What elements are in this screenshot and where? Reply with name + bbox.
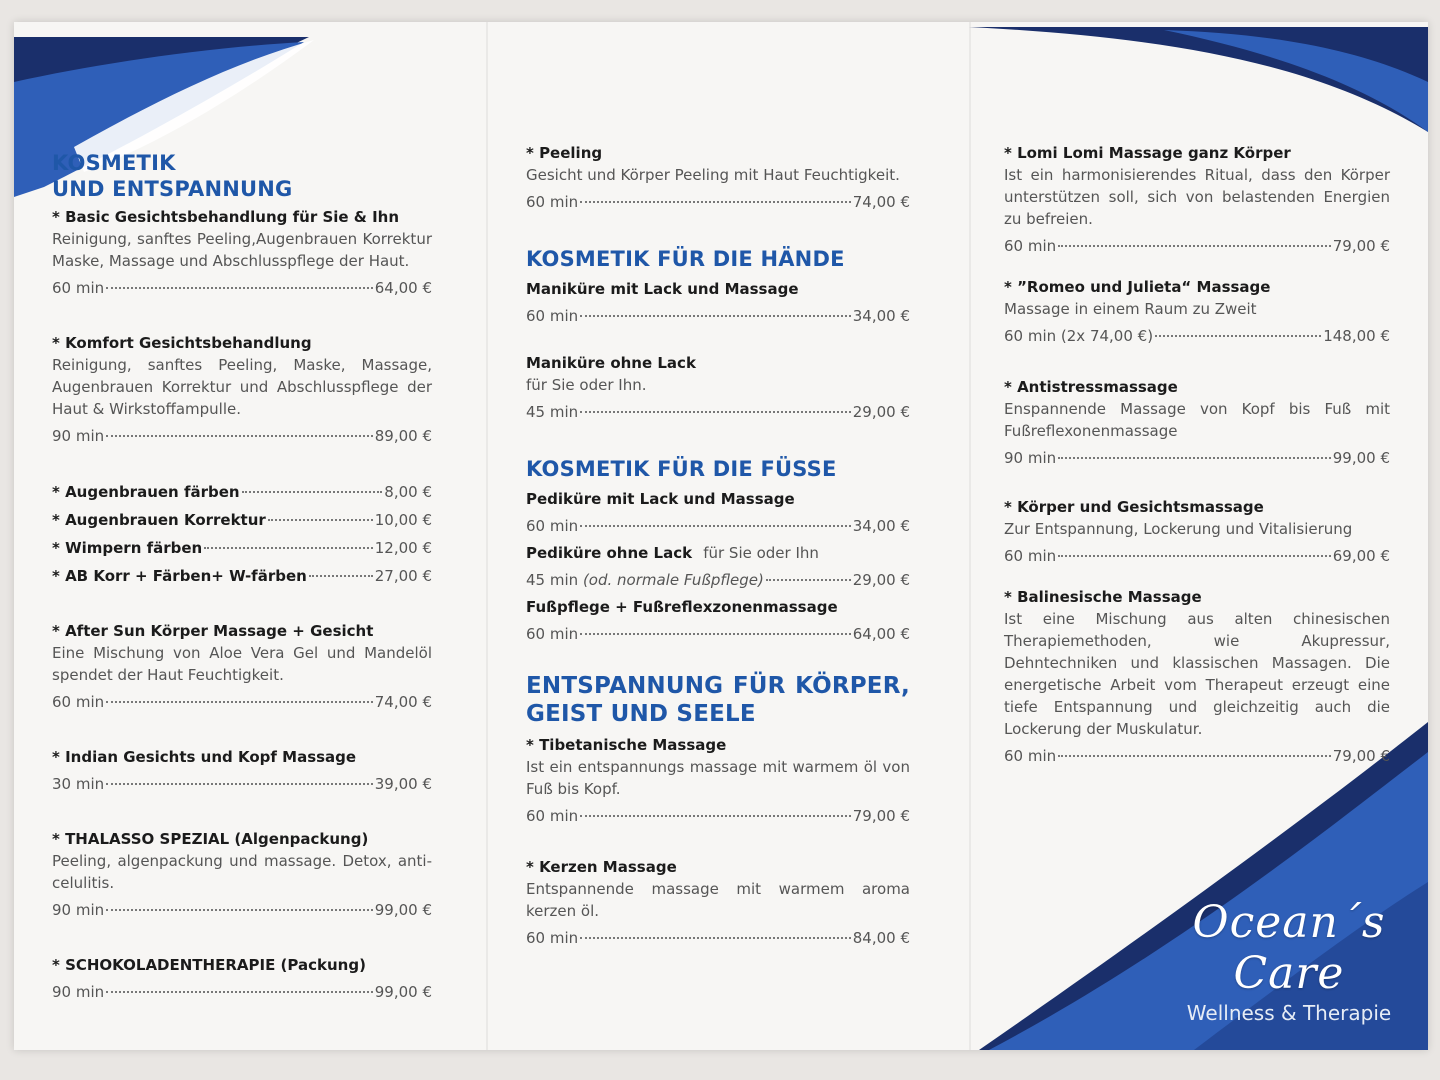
service-duration: 60 min bbox=[526, 625, 579, 643]
price-line bbox=[526, 568, 910, 592]
service-price: 99,00 € bbox=[1332, 449, 1390, 467]
price-line bbox=[52, 980, 432, 1004]
service-price: 34,00 € bbox=[852, 307, 910, 325]
section-heading-kosmetik bbox=[52, 150, 432, 202]
service-title: * Tibetanische Massage bbox=[526, 736, 727, 754]
service-price: 79,00 € bbox=[1332, 237, 1390, 255]
service-title: Maniküre mit Lack und Massage bbox=[526, 280, 799, 298]
service-description: Gesicht und Körper Peeling mit Haut Feuchtigkeit. bbox=[526, 166, 900, 184]
dotted-leader bbox=[1155, 335, 1321, 337]
brand-name: Ocean´s Care bbox=[1192, 897, 1386, 999]
dotted-leader bbox=[1058, 245, 1331, 247]
service-item bbox=[1004, 586, 1390, 768]
service-price: 29,00 € bbox=[852, 571, 910, 589]
service-item bbox=[52, 620, 432, 714]
service-title: * Balinesische Massage bbox=[1004, 588, 1202, 606]
dotted-leader bbox=[1058, 457, 1331, 459]
service-price: 79,00 € bbox=[852, 807, 910, 825]
service-duration: 90 min bbox=[52, 901, 105, 919]
service-title: * After Sun Körper Massage + Gesicht bbox=[52, 622, 374, 640]
price-line bbox=[1004, 544, 1390, 568]
service-note: (od. normale Fußpflege) bbox=[582, 571, 764, 589]
service-price: 39,00 € bbox=[374, 775, 432, 793]
service-title: * Augenbrauen färben bbox=[52, 483, 240, 501]
price-line bbox=[1004, 446, 1390, 470]
heading-line: UND ENTSPANNUNG bbox=[52, 177, 293, 201]
section-heading-entspannung: GEIST UND SEELE bbox=[526, 701, 756, 727]
service-item bbox=[1004, 496, 1390, 568]
dotted-leader bbox=[242, 491, 383, 493]
dotted-leader bbox=[106, 991, 373, 993]
service-title: Maniküre ohne Lack bbox=[526, 354, 696, 372]
service-duration: 60 min bbox=[526, 517, 579, 535]
service-description: Zur Entspannung, Lockerung und Vitalisierung bbox=[1004, 520, 1353, 538]
service-price: 89,00 € bbox=[374, 427, 432, 445]
price-line bbox=[52, 480, 432, 504]
service-item bbox=[526, 142, 910, 214]
service-item bbox=[526, 352, 910, 424]
dotted-leader bbox=[580, 937, 851, 939]
dotted-leader bbox=[106, 783, 373, 785]
dotted-leader bbox=[1058, 755, 1331, 757]
service-duration: 90 min bbox=[52, 983, 105, 1001]
service-price: 148,00 € bbox=[1323, 327, 1390, 345]
price-line bbox=[52, 424, 432, 448]
service-duration: 60 min bbox=[1004, 237, 1057, 255]
heading-line: KOSMETIK bbox=[52, 151, 176, 175]
service-duration: 90 min bbox=[1004, 449, 1057, 467]
service-title: Fußpflege + Fußreflexzonenmassage bbox=[526, 598, 838, 616]
service-item bbox=[1004, 376, 1390, 470]
service-price: 34,00 € bbox=[852, 517, 910, 535]
price-line bbox=[52, 508, 432, 532]
dotted-leader bbox=[106, 435, 373, 437]
section-heading-entspannung: ENTSPANNUNG FÜR KÖRPER, bbox=[526, 673, 910, 699]
service-title: * Peeling bbox=[526, 144, 603, 162]
fuesse-list bbox=[526, 488, 910, 646]
service-title: Pediküre ohne Lack bbox=[526, 544, 693, 562]
price-line bbox=[526, 400, 910, 424]
price-line bbox=[526, 304, 910, 328]
price-line bbox=[526, 804, 910, 828]
service-price: 74,00 € bbox=[374, 693, 432, 711]
brand-logo bbox=[1154, 897, 1424, 1025]
service-price: 12,00 € bbox=[374, 539, 432, 557]
section-heading-fuesse: KOSMETIK FÜR DIE FÜSSE bbox=[526, 457, 837, 481]
price-line bbox=[52, 690, 432, 714]
service-duration: 60 min bbox=[526, 807, 579, 825]
price-line bbox=[526, 514, 910, 538]
service-duration: 45 min bbox=[526, 571, 579, 589]
dotted-leader bbox=[766, 579, 851, 581]
price-line bbox=[1004, 234, 1390, 258]
service-description: Ist ein harmonisierendes Ritual, dass den Körper unterstützen soll, sich von belastenden Energien zu befreien. bbox=[1004, 166, 1390, 228]
service-item bbox=[52, 954, 432, 1004]
service-item bbox=[52, 332, 432, 448]
service-duration: 60 min (2x 74,00 €) bbox=[1004, 327, 1154, 345]
service-description: Ist ein entspannungs massage mit warmem öl von Fuß bis Kopf. bbox=[526, 758, 910, 798]
service-price: 74,00 € bbox=[852, 193, 910, 211]
service-duration: 60 min bbox=[1004, 547, 1057, 565]
service-duration: 90 min bbox=[52, 427, 105, 445]
dotted-leader bbox=[309, 575, 373, 577]
service-price: 69,00 € bbox=[1332, 547, 1390, 565]
service-title: * THALASSO SPEZIAL (Algenpackung) bbox=[52, 830, 369, 848]
service-title: * Antistressmassage bbox=[1004, 378, 1178, 396]
service-title: * SCHOKOLADENTHERAPIE (Packung) bbox=[52, 956, 366, 974]
service-price: 29,00 € bbox=[852, 403, 910, 421]
dotted-leader bbox=[580, 815, 851, 817]
service-item bbox=[1004, 142, 1390, 258]
price-line bbox=[52, 898, 432, 922]
service-duration: 30 min bbox=[52, 775, 105, 793]
service-title: * ”Romeo und Julieta“ Massage bbox=[1004, 278, 1271, 296]
service-title: * AB Korr + Färben+ W-färben bbox=[52, 567, 307, 585]
brochure-sheet bbox=[14, 22, 1428, 1050]
service-duration: 45 min bbox=[526, 403, 579, 421]
price-line bbox=[526, 926, 910, 950]
service-description: Ist eine Mischung aus alten chinesischen Therapiemethoden, wie Akupressur, Dehntechniken und klassischen Massagen. Die energetische Arbeit vom Therapeut erzeugt eine tiefe Entspannung und gleichzeitig auch die Lockerung der Muskulatur. bbox=[1004, 610, 1390, 738]
service-description: Reinigung, sanftes Peeling, Maske, Massage, Augenbrauen Korrektur und Abschlusspflege der Haut & Wirkstoffampulle. bbox=[52, 356, 432, 418]
short-items-list bbox=[52, 480, 432, 588]
service-title-row bbox=[526, 542, 910, 564]
price-line bbox=[52, 536, 432, 560]
service-item bbox=[526, 734, 910, 828]
price-line bbox=[1004, 744, 1390, 768]
service-duration: 60 min bbox=[526, 929, 579, 947]
fold-line-1 bbox=[486, 22, 488, 1050]
service-item bbox=[1004, 276, 1390, 348]
service-price: 10,00 € bbox=[374, 511, 432, 529]
service-duration: 60 min bbox=[526, 307, 579, 325]
service-title: Pediküre mit Lack und Massage bbox=[526, 490, 795, 508]
dotted-leader bbox=[580, 411, 851, 413]
price-line bbox=[52, 772, 432, 796]
service-item bbox=[526, 856, 910, 950]
column-3 bbox=[1004, 142, 1390, 800]
service-price: 8,00 € bbox=[384, 483, 432, 501]
dotted-leader bbox=[580, 201, 851, 203]
service-description: Reinigung, sanftes Peeling,Augenbrauen Korrektur Maske, Massage und Abschlusspflege der Haut. bbox=[52, 230, 432, 270]
service-description: Peeling, algenpackung und massage. Detox, anti-celulitis. bbox=[52, 852, 432, 892]
service-title: * Körper und Gesichtsmassage bbox=[1004, 498, 1264, 516]
service-title: * Komfort Gesichtsbehandlung bbox=[52, 334, 312, 352]
service-item bbox=[52, 828, 432, 922]
service-title: * Kerzen Massage bbox=[526, 858, 677, 876]
service-title: * Lomi Lomi Massage ganz Körper bbox=[1004, 144, 1291, 162]
service-description: Massage in einem Raum zu Zweit bbox=[1004, 300, 1257, 318]
service-price: 64,00 € bbox=[852, 625, 910, 643]
dotted-leader bbox=[106, 287, 373, 289]
service-description: Eine Mischung von Aloe Vera Gel und Mandelöl spendet der Haut Feuchtigkeit. bbox=[52, 644, 432, 684]
service-price: 64,00 € bbox=[374, 279, 432, 297]
service-item bbox=[52, 746, 432, 796]
service-price: 84,00 € bbox=[852, 929, 910, 947]
dotted-leader bbox=[580, 315, 851, 317]
service-price: 79,00 € bbox=[1332, 747, 1390, 765]
service-item bbox=[526, 278, 910, 328]
price-line bbox=[1004, 324, 1390, 348]
fold-line-2 bbox=[969, 22, 971, 1050]
service-description: Enspannende Massage von Kopf bis Fuß mit Fußreflexonenmassage bbox=[1004, 400, 1390, 440]
service-title: * Wimpern färben bbox=[52, 539, 203, 557]
service-duration: 60 min bbox=[1004, 747, 1057, 765]
service-duration: 60 min bbox=[52, 279, 105, 297]
dotted-leader bbox=[204, 547, 373, 549]
service-title: * Indian Gesichts und Kopf Massage bbox=[52, 748, 357, 766]
service-title: * Basic Gesichtsbehandlung für Sie & Ihn bbox=[52, 208, 400, 226]
service-item bbox=[52, 206, 432, 300]
column-2 bbox=[526, 142, 910, 982]
service-description: für Sie oder Ihn bbox=[703, 544, 819, 562]
dotted-leader bbox=[580, 633, 851, 635]
price-line bbox=[526, 622, 910, 646]
service-title: * Augenbrauen Korrektur bbox=[52, 511, 266, 529]
price-line bbox=[52, 564, 432, 588]
dotted-leader bbox=[1058, 555, 1331, 557]
dotted-leader bbox=[580, 525, 851, 527]
dotted-leader bbox=[106, 909, 373, 911]
section-heading-haende: KOSMETIK FÜR DIE HÄNDE bbox=[526, 247, 845, 271]
service-description: für Sie oder Ihn. bbox=[526, 376, 647, 394]
dotted-leader bbox=[268, 519, 373, 521]
brand-tagline: Wellness & Therapie bbox=[1186, 1001, 1392, 1025]
price-line bbox=[52, 276, 432, 300]
dotted-leader bbox=[106, 701, 373, 703]
price-line bbox=[526, 190, 910, 214]
column-1 bbox=[52, 150, 432, 1004]
service-price: 27,00 € bbox=[374, 567, 432, 585]
service-price: 99,00 € bbox=[374, 901, 432, 919]
service-duration: 60 min bbox=[526, 193, 579, 211]
service-price: 99,00 € bbox=[374, 983, 432, 1001]
service-duration: 60 min bbox=[52, 693, 105, 711]
service-description: Entspannende massage mit warmem aroma kerzen öl. bbox=[526, 880, 910, 920]
